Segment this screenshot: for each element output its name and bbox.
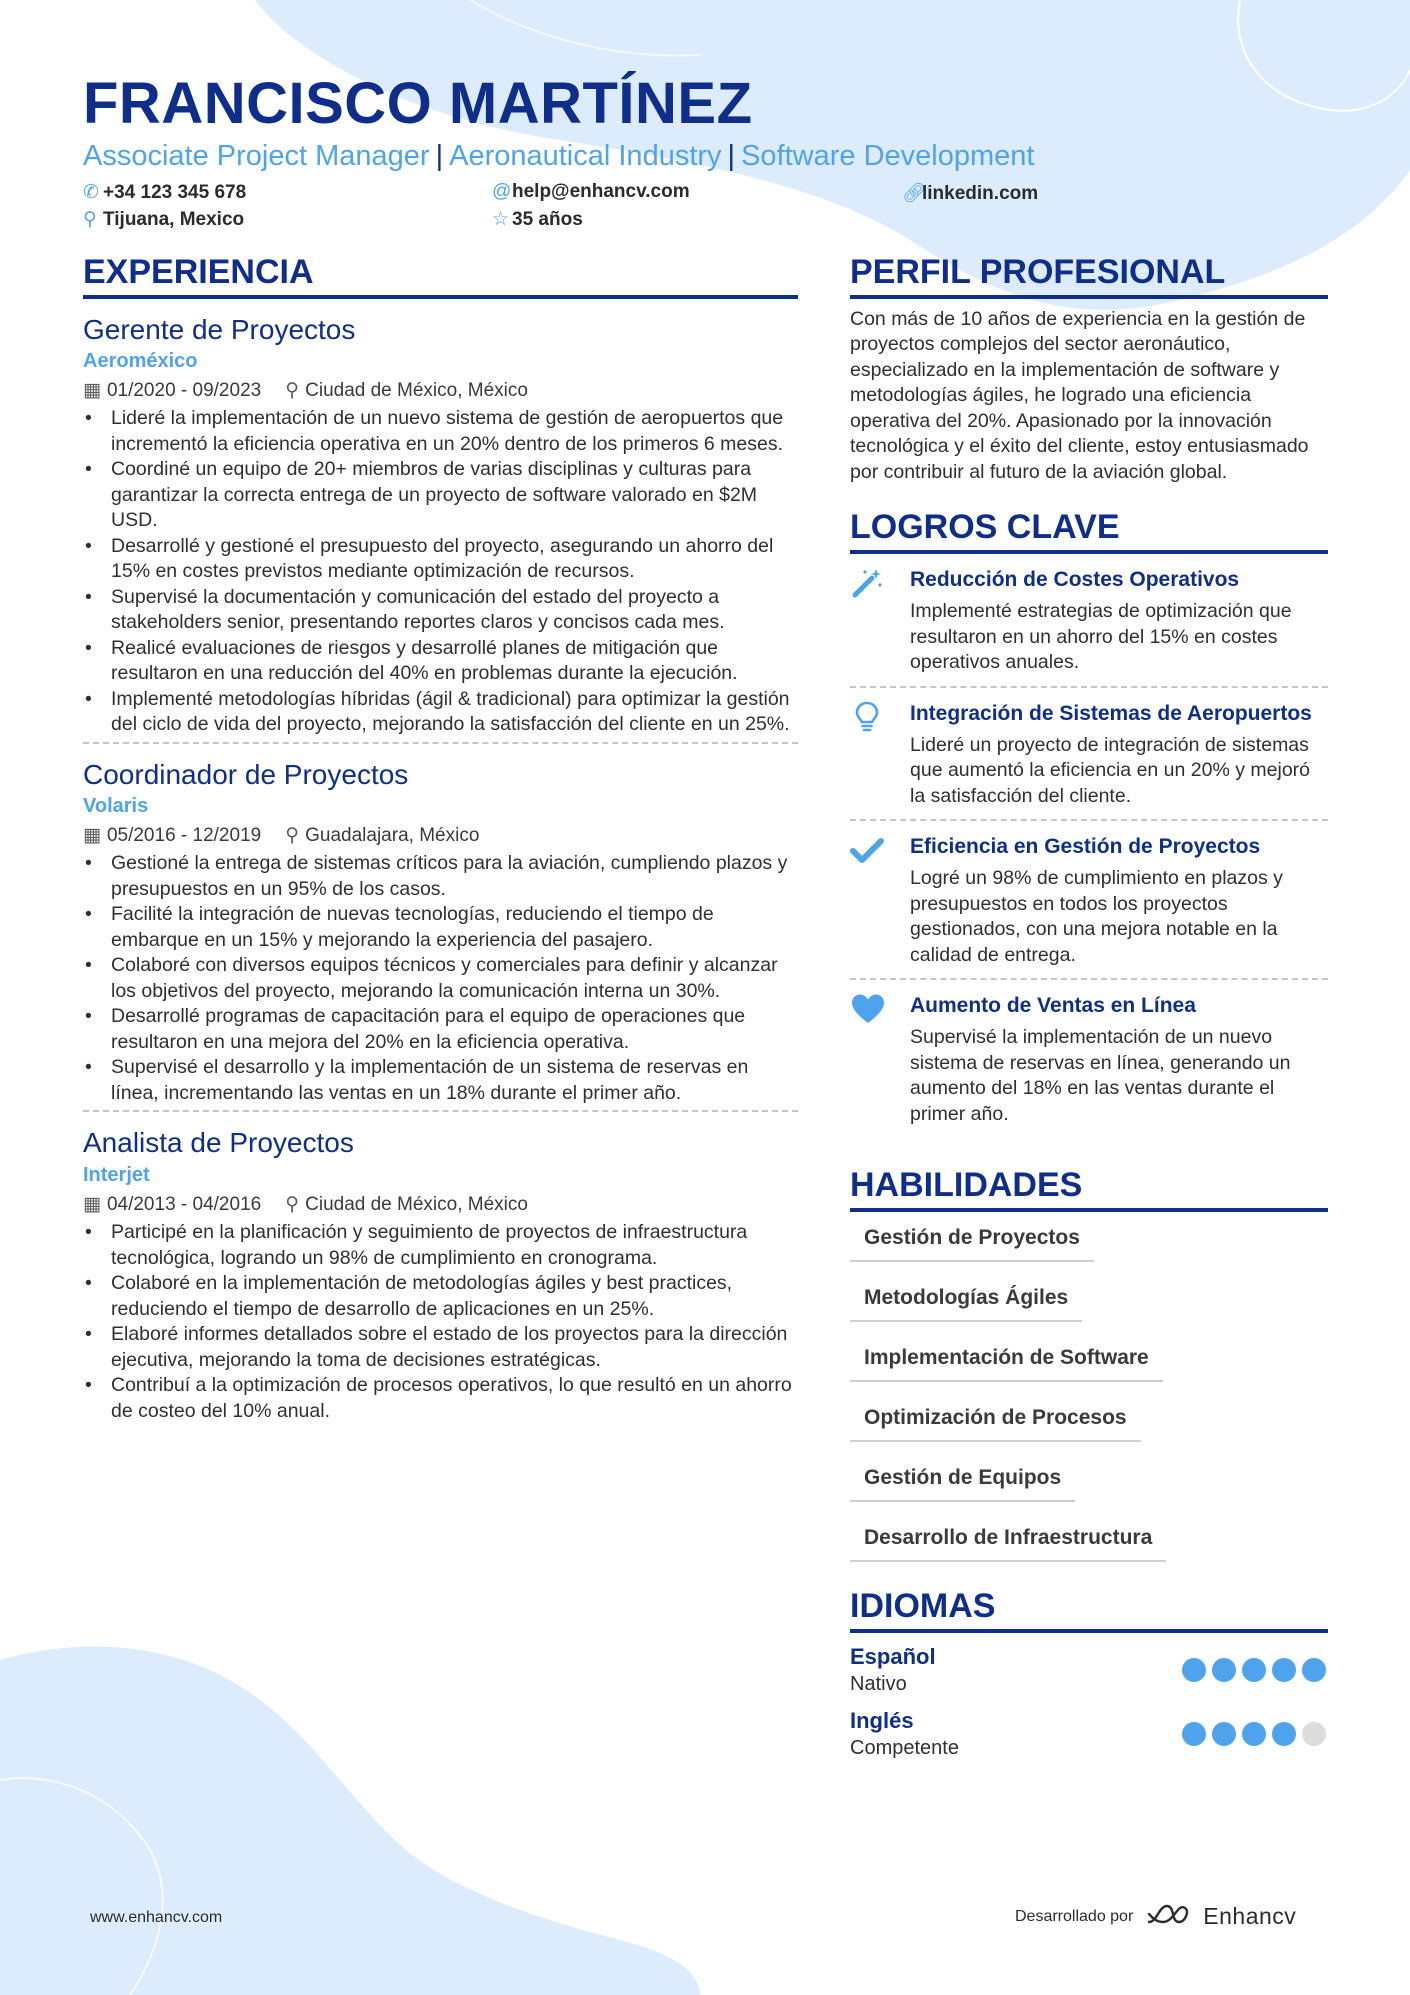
skills-heading: HABILIDADES <box>850 1165 1328 1212</box>
headline-separator: | <box>435 140 444 172</box>
footer-website[interactable]: www.enhancv.com <box>90 1909 223 1926</box>
contact-age <box>492 208 583 231</box>
calendar-icon: ▦ <box>83 1194 101 1216</box>
job-bullet: • Contribuí a la optimización de procesos operativos, lo que resultó en un ahorro de costeo del 10% anual. <box>111 1373 798 1424</box>
achievement-item <box>850 686 1328 820</box>
job-bullet: • Colaboré en la implementación de metodologías ágiles y best practices, reduciendo el tiempo de desarrollo de aplicaciones en un 25%. <box>111 1271 798 1322</box>
language-item <box>850 1707 1328 1761</box>
achievements-heading: LOGROS CLAVE <box>850 507 1328 554</box>
link-icon: 🔗︎ <box>902 183 927 204</box>
location-pin-icon: ⚲ <box>285 825 300 847</box>
achievement-title: Integración de Sistemas de Aeropuertos <box>910 701 1312 725</box>
skill-tag: Gestión de Equipos <box>850 1466 1075 1502</box>
language-name: Inglés <box>850 1707 914 1733</box>
job-bullets <box>83 1220 798 1424</box>
achievement-item <box>850 554 1328 686</box>
job-bullet: • Implementé metodologías híbridas (ágil & tradicional) para optimizar la gestión del ciclo de vida del proyecto, mejorando la satisfacción del cliente en un 25%. <box>111 687 798 738</box>
rating-dot-filled <box>1182 1722 1206 1746</box>
email-text[interactable]: help@enhancv.com <box>512 181 690 202</box>
job-meta <box>83 1193 798 1216</box>
calendar-icon: ▦ <box>83 380 101 402</box>
rating-dot-filled <box>1182 1658 1206 1682</box>
headline <box>83 140 1034 173</box>
skill-tag: Desarrollo de Infraestructura <box>850 1526 1166 1562</box>
achievement-item <box>850 978 1328 1137</box>
phone-icon: ✆ <box>83 182 99 203</box>
footer-branding <box>1015 1902 1296 1931</box>
language-rating <box>1182 1722 1326 1746</box>
job-dates: 01/2020 - 09/2023 <box>106 380 262 402</box>
job-bullet: • Realicé evaluaciones de riesgos y desarrollé planes de mitigación que resultaron en una reducción del 40% en problemas durante la ejecución. <box>111 636 798 687</box>
skill-tag: Implementación de Software <box>850 1346 1163 1382</box>
company-name: Aeroméxico <box>83 350 198 373</box>
job-location: Ciudad de México, México <box>305 1194 528 1216</box>
candidate-name: FRANCISCO MARTÍNEZ <box>83 71 753 136</box>
enhancv-logo-icon <box>1145 1902 1191 1931</box>
age-text: 35 años <box>512 209 583 230</box>
achievement-title: Eficiencia en Gestión de Proyectos <box>910 835 1261 859</box>
powered-by-label: Desarrollado por <box>1015 1907 1134 1925</box>
skill-tag: Metodologías Ágiles <box>850 1286 1082 1322</box>
brand-name: Enhancv <box>1203 1903 1297 1929</box>
profile-heading: PERFIL PROFESIONAL <box>850 252 1328 299</box>
job-location: Ciudad de México, México <box>305 380 528 402</box>
job-bullets <box>83 406 798 738</box>
job-title: Analista de Proyectos <box>83 1127 354 1159</box>
language-level: Competente <box>850 1736 959 1759</box>
contact-phone <box>83 181 246 204</box>
language-level: Nativo <box>850 1672 907 1695</box>
job-bullet: • Facilité la integración de nuevas tecnologías, reduciendo el tiempo de embarque en un 15% y mejorando la experiencia del pasajero. <box>111 902 798 953</box>
rating-dot-filled <box>1272 1658 1296 1682</box>
rating-dot-filled <box>1272 1722 1296 1746</box>
linkedin-text[interactable]: linkedin.com <box>922 183 1039 204</box>
job-entry <box>83 742 798 1111</box>
job-meta <box>83 379 798 402</box>
headline-role: Associate Project Manager <box>83 140 430 172</box>
job-dates: 04/2013 - 04/2016 <box>106 1194 262 1216</box>
skills-list <box>850 1226 1328 1562</box>
company-name: Interjet <box>83 1164 150 1187</box>
job-bullet: • Desarrollé programas de capacitación para el equipo de operaciones que resultaron en una mejora del 20% en la eficiencia operativa. <box>111 1004 798 1055</box>
experience-section <box>83 252 798 1428</box>
job-meta <box>83 824 798 847</box>
contact-location <box>83 208 244 231</box>
job-entry <box>83 299 798 742</box>
job-entry <box>83 1110 798 1428</box>
rating-dot-filled <box>1212 1658 1236 1682</box>
achievement-desc: Supervisé la implementación de un nuevo sistema de reservas en línea, generando un aumento del 18% en las ventas durante el primer año. <box>910 1026 1291 1125</box>
job-bullet: • Coordiné un equipo de 20+ miembros de varias disciplinas y culturas para garantizar la correcta entrega de un proyecto de software valorado en $2M USD. <box>111 457 798 534</box>
star-icon: ☆ <box>492 209 510 230</box>
language-rating <box>1182 1658 1326 1682</box>
location-pin-icon: ⚲ <box>285 1194 300 1216</box>
skill-tag: Gestión de Proyectos <box>850 1226 1094 1262</box>
location-text: Tijuana, Mexico <box>103 209 245 230</box>
location-pin-icon: ⚲ <box>285 380 300 402</box>
job-title: Gerente de Proyectos <box>83 313 356 345</box>
right-column <box>850 252 1328 1761</box>
job-bullet: • Gestioné la entrega de sistemas críticos para la aviación, cumpliendo plazos y presupuestos en un 95% de los casos. <box>111 851 798 902</box>
location-pin-icon: ⚲ <box>83 209 97 230</box>
rating-dot-filled <box>1242 1658 1266 1682</box>
rating-dot-filled <box>1242 1722 1266 1746</box>
at-icon: @ <box>492 181 512 202</box>
rating-dot-filled <box>1302 1658 1326 1682</box>
job-bullet: • Elaboré informes detallados sobre el estado de los proyectos para la dirección ejecutiva, mejorando la toma de decisiones estratégicas. <box>111 1322 798 1373</box>
calendar-icon: ▦ <box>83 825 101 847</box>
magic-wand-icon <box>850 566 910 676</box>
achievement-title: Aumento de Ventas en Línea <box>910 994 1196 1018</box>
skill-tag: Optimización de Procesos <box>850 1406 1141 1442</box>
profile-summary: Con más de 10 años de experiencia en la gestión de proyectos complejos del sector aeronáutico, especializado en la implementación de software y metodologías ágiles, he logrado una eficiencia operativa del 20%. Apasionado por la innovación tecnológica y el éxito del cliente, estoy entusiasmado por contribuir al futuro de la aviación global. <box>850 307 1309 483</box>
job-bullet: • Colaboré con diversos equipos técnicos y comerciales para definir y alcanzar los objetivos del proyecto, mejorando la comunicación interna un 30%. <box>111 953 798 1004</box>
headline-field: Software Development <box>741 140 1035 172</box>
job-title: Coordinador de Proyectos <box>83 758 409 790</box>
language-name: Español <box>850 1643 936 1669</box>
headline-industry: Aeronautical Industry <box>449 140 722 172</box>
job-bullet: • Participé en la planificación y seguimiento de proyectos de infraestructura tecnológica, logrando un 98% de cumplimiento en cronograma. <box>111 1220 798 1271</box>
job-bullet: • Supervisé la documentación y comunicación del estado del proyecto a stakeholders senior, presentando reportes claros y concisos cada mes. <box>111 585 798 636</box>
achievement-desc: Logré un 98% de cumplimiento en plazos y presupuestos en todos los proyectos gestionados, con una mejora notable en la calidad de entrega. <box>910 867 1283 966</box>
company-name: Volaris <box>83 795 149 818</box>
achievement-title: Reducción de Costes Operativos <box>910 568 1240 592</box>
job-location: Guadalajara, México <box>305 825 480 847</box>
languages-heading: IDIOMAS <box>850 1586 1328 1633</box>
rating-dot-empty <box>1302 1722 1326 1746</box>
experience-heading: EXPERIENCIA <box>83 252 798 299</box>
rating-dot-filled <box>1212 1722 1236 1746</box>
checkmark-icon <box>850 833 910 968</box>
lightbulb-icon <box>850 700 910 810</box>
job-bullets <box>83 851 798 1106</box>
language-item <box>850 1643 1328 1697</box>
contact-email[interactable] <box>492 181 690 203</box>
job-bullet: • Desarrollé y gestioné el presupuesto del proyecto, asegurando un ahorro del 15% en costes previstos mediante optimización de recursos. <box>111 534 798 585</box>
job-dates: 05/2016 - 12/2019 <box>106 825 262 847</box>
heart-icon <box>850 992 910 1127</box>
phone-text: +34 123 345 678 <box>103 182 247 203</box>
achievement-desc: Lideré un proyecto de integración de sistemas que aumentó la eficiencia en un 20% y mejoró la satisfacción del cliente. <box>910 733 1310 807</box>
job-bullet: • Lideré la implementación de un nuevo sistema de gestión de aeropuertos que incrementó la eficiencia operativa en un 20% dentro de los primeros 6 meses. <box>111 406 798 457</box>
contact-linkedin[interactable] <box>902 181 1038 205</box>
headline-separator: | <box>727 140 736 172</box>
job-bullet: • Supervisé el desarrollo y la implementación de un sistema de reservas en línea, incrementando las ventas en un 18% durante el primer año. <box>111 1055 798 1106</box>
achievement-desc: Implementé estrategias de optimización que resultaron en un ahorro del 15% en costes operativos anuales. <box>910 600 1292 674</box>
achievement-item <box>850 819 1328 978</box>
